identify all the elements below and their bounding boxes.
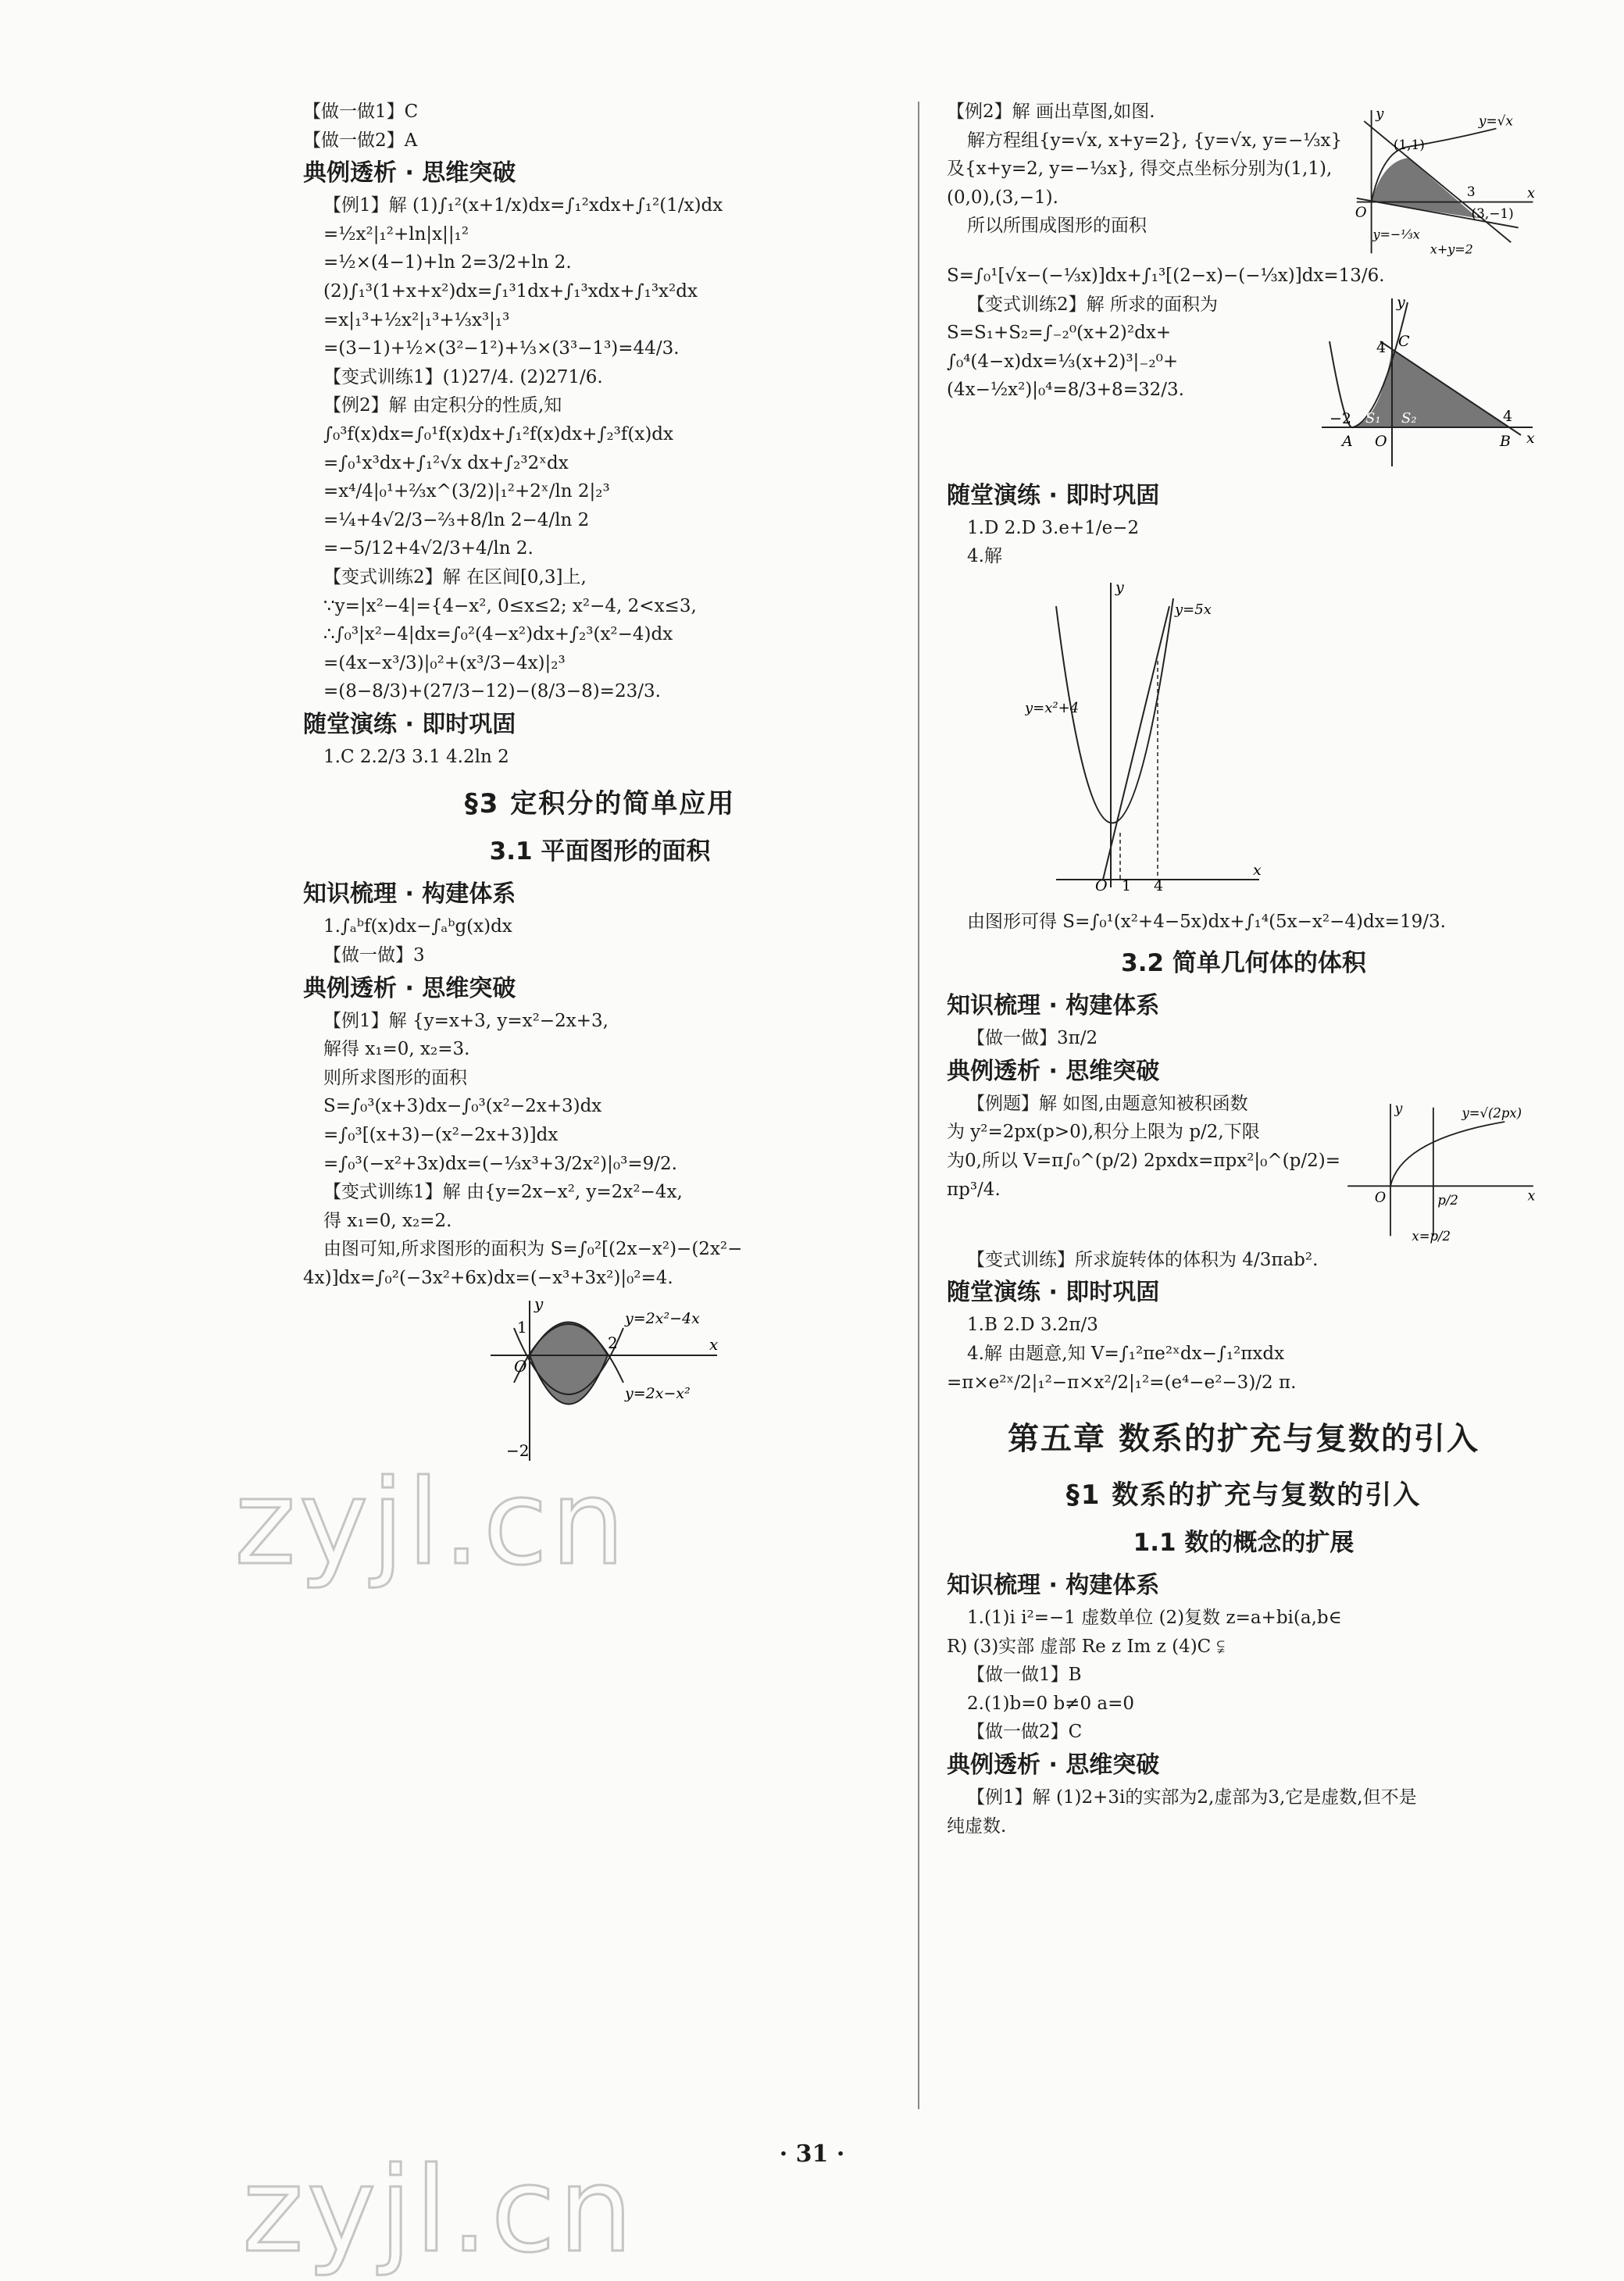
y-axis-label: y xyxy=(1376,105,1384,123)
section-heading: 随堂演练 · 即时巩固 xyxy=(947,1279,1160,1307)
section-heading: 随堂演练 · 即时巩固 xyxy=(947,481,1160,509)
section-title: §1 数系的扩充与复数的引入 xyxy=(1065,1480,1422,1512)
page-number: · 31 · xyxy=(779,2140,845,2168)
answer-line: 1.B 2.D 3.2π/3 xyxy=(967,1315,1098,1336)
solution-line: ∴∫₀³|x²−4|dx=∫₀²(4−x²)dx+∫₂³(x²−4)dx xyxy=(323,624,673,645)
answer-line: 【变式训练】所求旋转体的体积为 4/3πab². xyxy=(967,1249,1319,1270)
line-5x xyxy=(1103,606,1169,880)
answer-line: 【做一做1】C xyxy=(303,102,419,122)
answer-line: 【做一做2】A xyxy=(303,130,418,151)
point-label-a: A xyxy=(1342,432,1353,450)
solution-line: =π×e²ˣ/2|₁²−π×x²/2|₁²=(e⁴−e²−3)/2 π. xyxy=(947,1372,1297,1393)
solution-line: (4x−½x²)|₀⁴=8/3+8=32/3. xyxy=(947,380,1184,401)
solution-line: =(4x−x³/3)|₀²+(x³/3−4x)|₂³ xyxy=(323,652,566,673)
y-axis-label: y xyxy=(1397,294,1405,311)
curve-label-parabola: y=x²+4 xyxy=(1025,699,1080,716)
subsection-title: 3.2 简单几何体的体积 xyxy=(1121,948,1366,977)
figure-parabola-line-svg xyxy=(1025,575,1275,895)
section-heading: 知识梳理 · 构建体系 xyxy=(303,880,516,908)
tick-label-4: 4 xyxy=(1154,876,1164,894)
solution-line: ∫₀³f(x)dx=∫₀¹f(x)dx+∫₁²f(x)dx+∫₂³f(x)dx xyxy=(323,423,674,444)
section-heading: 知识梳理 · 构建体系 xyxy=(947,1572,1160,1600)
solution-line: ∵y=|x²−4|={4−x², 0≤x≤2; x²−4, 2<x≤3, xyxy=(323,595,697,616)
subsection-title: 3.1 平面图形的面积 xyxy=(489,837,711,866)
solution-line: 由图可知,所求图形的面积为 S=∫₀²[(2x−x²)−(2x²− xyxy=(323,1239,743,1260)
solution-line: 4x)]dx=∫₀²(−3x²+6x)dx=(−x³+3x²)|₀²=4. xyxy=(303,1267,673,1288)
solution-line: 【变式训练2】解 在区间[0,3]上, xyxy=(323,566,587,587)
solution-line: S=S₁+S₂=∫₋₂⁰(x+2)²dx+ xyxy=(947,323,1172,344)
region-label-s2: S₂ xyxy=(1401,409,1417,427)
solution-line: R) (3)实部 虚部 Re z Im z (4)C ⫋ xyxy=(947,1636,1225,1657)
x-axis-label: x xyxy=(709,1334,719,1354)
y-axis-label: y xyxy=(534,1296,544,1313)
watermark: zyjl.cn xyxy=(234,1455,629,1591)
figure-triangle-region xyxy=(1306,294,1540,474)
shaded-region xyxy=(530,1322,608,1404)
column-divider xyxy=(918,102,919,2109)
origin-label: O xyxy=(1355,204,1367,221)
curve-label-sqrt-2px: y=√(2px) xyxy=(1462,1105,1522,1121)
y-axis-label: y xyxy=(1394,1101,1403,1117)
solution-line: 则所求图形的面积 xyxy=(323,1067,467,1088)
answer-line: 【做一做】3π/2 xyxy=(967,1028,1098,1049)
tick-label-p-over-2: p/2 xyxy=(1437,1192,1458,1208)
solution-line: 【变式训练2】解 所求的面积为 xyxy=(967,294,1218,315)
answer-line: 4.解 xyxy=(967,546,1002,567)
figure-sqrt-2px xyxy=(1340,1094,1540,1250)
region-label-s1: S₁ xyxy=(1365,409,1381,427)
tick-label-1: 1 xyxy=(517,1317,527,1337)
solution-line: 【变式训练1】解 由{y=2x−x², y=2x²−4x, xyxy=(323,1182,683,1203)
solution-line: S=∫₀³(x+3)dx−∫₀³(x²−2x+3)dx xyxy=(323,1096,602,1117)
tick-label-1: 1 xyxy=(1122,876,1132,894)
right-column xyxy=(947,102,1540,1844)
solution-line: πp³/4. xyxy=(947,1179,1001,1200)
solution-line: 及{x+y=2, y=−⅓x}, 得交点坐标分别为(1,1), xyxy=(947,159,1333,180)
x-axis-label: x xyxy=(1526,429,1535,447)
figure-parabolas xyxy=(303,1297,897,1475)
solution-line: 由图形可得 S=∫₀¹(x²+4−5x)dx+∫₁⁴(5x−x²−4)dx=19/3. xyxy=(967,912,1446,933)
solution-line: =∫₀³[(x+3)−(x²−2x+3)]dx xyxy=(323,1125,559,1146)
example-volume-text xyxy=(947,1094,1340,1208)
solution-line: 【例1】解 (1)∫₁²(x+1/x)dx=∫₁²xdx+∫₁²(1/x)dx xyxy=(323,195,723,216)
origin-label: O xyxy=(1095,876,1108,894)
solution-line: 得 x₁=0, x₂=2. xyxy=(323,1210,452,1231)
tick-label-neg2: −2 xyxy=(506,1440,530,1460)
figure-sqrt-region xyxy=(1342,102,1540,266)
tick-label-4-x: 4 xyxy=(1503,407,1513,425)
section-heading: 随堂演练 · 即时巩固 xyxy=(303,710,516,738)
watermark: zyjl.cn xyxy=(242,2143,637,2279)
line-label-p-over-2: x=p/2 xyxy=(1412,1228,1451,1244)
answer-line: 【变式训练1】(1)27/4. (2)271/6. xyxy=(323,366,603,387)
solution-line: 纯虚数. xyxy=(947,1815,1007,1837)
variation2-block xyxy=(947,294,1540,474)
solution-line: 【例1】解 {y=x+3, y=x²−2x+3, xyxy=(323,1010,609,1031)
solution-line: =(3−1)+½×(3²−1²)+⅓×(3³−1³)=44/3. xyxy=(323,338,680,359)
origin-label: O xyxy=(514,1356,527,1376)
solution-line: 4.解 由题意,知 V=∫₁²πe²ˣdx−∫₁²πxdx xyxy=(967,1343,1285,1364)
curve-label-sum: x+y=2 xyxy=(1429,241,1473,257)
tick-label-2: 2 xyxy=(608,1333,618,1352)
variation2-text xyxy=(947,294,1306,409)
answer-line: 【做一做1】B xyxy=(967,1665,1082,1686)
x-axis-label: x xyxy=(1527,184,1536,202)
tick-label-3: 3 xyxy=(1466,183,1476,199)
solution-line: =x⁴/4|₀¹+⅔x^(3/2)|₁²+2ˣ/ln 2|₂³ xyxy=(323,481,610,502)
solution-line: 【例1】解 (1)2+3i的实部为2,虚部为3,它是虚数,但不是 xyxy=(967,1787,1417,1808)
solution-line: S=∫₀¹[√x−(−⅓x)]dx+∫₁³[(2−x)−(−⅓x)]dx=13/6. xyxy=(947,266,1385,286)
answer-line: 【做一做2】C xyxy=(967,1722,1083,1743)
solution-line: 解得 x₁=0, x₂=3. xyxy=(323,1039,470,1060)
figure-parabolas-svg xyxy=(483,1297,741,1469)
solution-line: =¼+4√2/3−⅔+8/ln 2−4/ln 2 xyxy=(323,509,590,530)
curve-sqrt-2px xyxy=(1390,1122,1504,1186)
section-heading: 知识梳理 · 构建体系 xyxy=(947,992,1160,1020)
point-label-3-neg1: (3,−1) xyxy=(1471,205,1514,222)
origin-label: O xyxy=(1374,1190,1387,1206)
solution-line: ∫₀⁴(4−x)dx=⅓(x+2)³|₋₂⁰+ xyxy=(947,351,1179,372)
answer-line: 1.C 2.2/3 3.1 4.2ln 2 xyxy=(323,746,509,767)
point-label-b: B xyxy=(1500,432,1511,450)
point-label-c: C xyxy=(1398,332,1410,350)
solution-line: (2)∫₁³(1+x+x²)dx=∫₁³1dx+∫₁³xdx+∫₁³x²dx xyxy=(323,280,698,302)
left-column xyxy=(303,102,897,1485)
tick-label-4-y: 4 xyxy=(1376,338,1387,356)
solution-line: 1.(1)i i²=−1 虚数单位 (2)复数 z=a+bi(a,b∈ xyxy=(967,1608,1342,1629)
section-title: §3 定积分的简单应用 xyxy=(464,788,736,820)
example2-text xyxy=(947,102,1342,245)
section-heading: 典例透析 · 思维突破 xyxy=(947,1057,1160,1085)
solution-line: 解方程组{y=√x, x+y=2}, {y=√x, y=−⅓x} xyxy=(967,130,1343,151)
solution-line: =∫₀¹x³dx+∫₁²√x dx+∫₂³2ˣdx xyxy=(323,452,569,473)
curve-label-line: y=5x xyxy=(1175,601,1212,618)
curve-label-sqrt: y=√x xyxy=(1479,112,1514,129)
solution-line: =∫₀³(−x²+3x)dx=(−⅓x³+3/2x²)|₀³=9/2. xyxy=(323,1153,677,1174)
curve-label-2: y=2x−x² xyxy=(625,1384,691,1402)
solution-line: =−5/12+4√2/3+4/ln 2. xyxy=(323,538,534,559)
point-label-1-1: (1,1) xyxy=(1393,136,1426,152)
solution-line: =½×(4−1)+ln 2=3/2+ln 2. xyxy=(323,252,572,273)
figure-parabola-line xyxy=(947,575,1540,901)
solution-line: 2.(1)b=0 b≠0 a=0 xyxy=(967,1693,1135,1714)
solution-line: 为 y²=2px(p>0),积分上限为 p/2,下限 xyxy=(947,1122,1260,1143)
solution-line: 1.∫ₐᵇf(x)dx−∫ₐᵇg(x)dx xyxy=(323,916,512,937)
origin-label: O xyxy=(1375,432,1387,450)
section-heading: 典例透析 · 思维突破 xyxy=(303,159,516,187)
example-volume-block xyxy=(947,1094,1540,1250)
solution-line: 【例2】解 画出草图,如图. xyxy=(947,102,1155,122)
section-heading: 典例透析 · 思维突破 xyxy=(303,974,516,1002)
solution-line: =x|₁³+½x²|₁³+⅓x³|₁³ xyxy=(323,309,510,330)
answer-line: 1.D 2.D 3.e+1/e−2 xyxy=(967,517,1140,538)
solution-line: 所以所围成图形的面积 xyxy=(967,216,1147,237)
curve-label-1: y=2x²−4x xyxy=(625,1309,700,1327)
curve-label-third: y=−⅓x xyxy=(1372,227,1420,242)
example2-block xyxy=(947,102,1540,266)
solution-line: 为0,所以 V=π∫₀^(p/2) 2pxdx=πpx²|₀^(p/2)= xyxy=(947,1150,1340,1171)
solution-line: =(8−8/3)+(27/3−12)−(8/3−8)=23/3. xyxy=(323,681,661,702)
solution-line: 【例题】解 如图,由题意知被积函数 xyxy=(967,1093,1248,1114)
solution-line: (0,0),(3,−1). xyxy=(947,187,1058,208)
x-axis-label: x xyxy=(1253,861,1262,879)
section-heading: 典例透析 · 思维突破 xyxy=(947,1751,1160,1779)
chapter-title: 第五章 数系的扩充与复数的引入 xyxy=(1008,1421,1479,1458)
solution-line: =½x²|₁²+ln|x||₁² xyxy=(323,223,469,245)
solution-line: 【例2】解 由定积分的性质,知 xyxy=(323,395,562,416)
x-axis-label: x xyxy=(1527,1188,1536,1205)
subsection-title: 1.1 数的概念的扩展 xyxy=(1133,1528,1355,1557)
answer-line: 【做一做】3 xyxy=(323,945,425,966)
tick-label-neg2: −2 xyxy=(1330,409,1352,427)
y-axis-label: y xyxy=(1115,578,1124,596)
shaded-region xyxy=(1372,158,1478,218)
